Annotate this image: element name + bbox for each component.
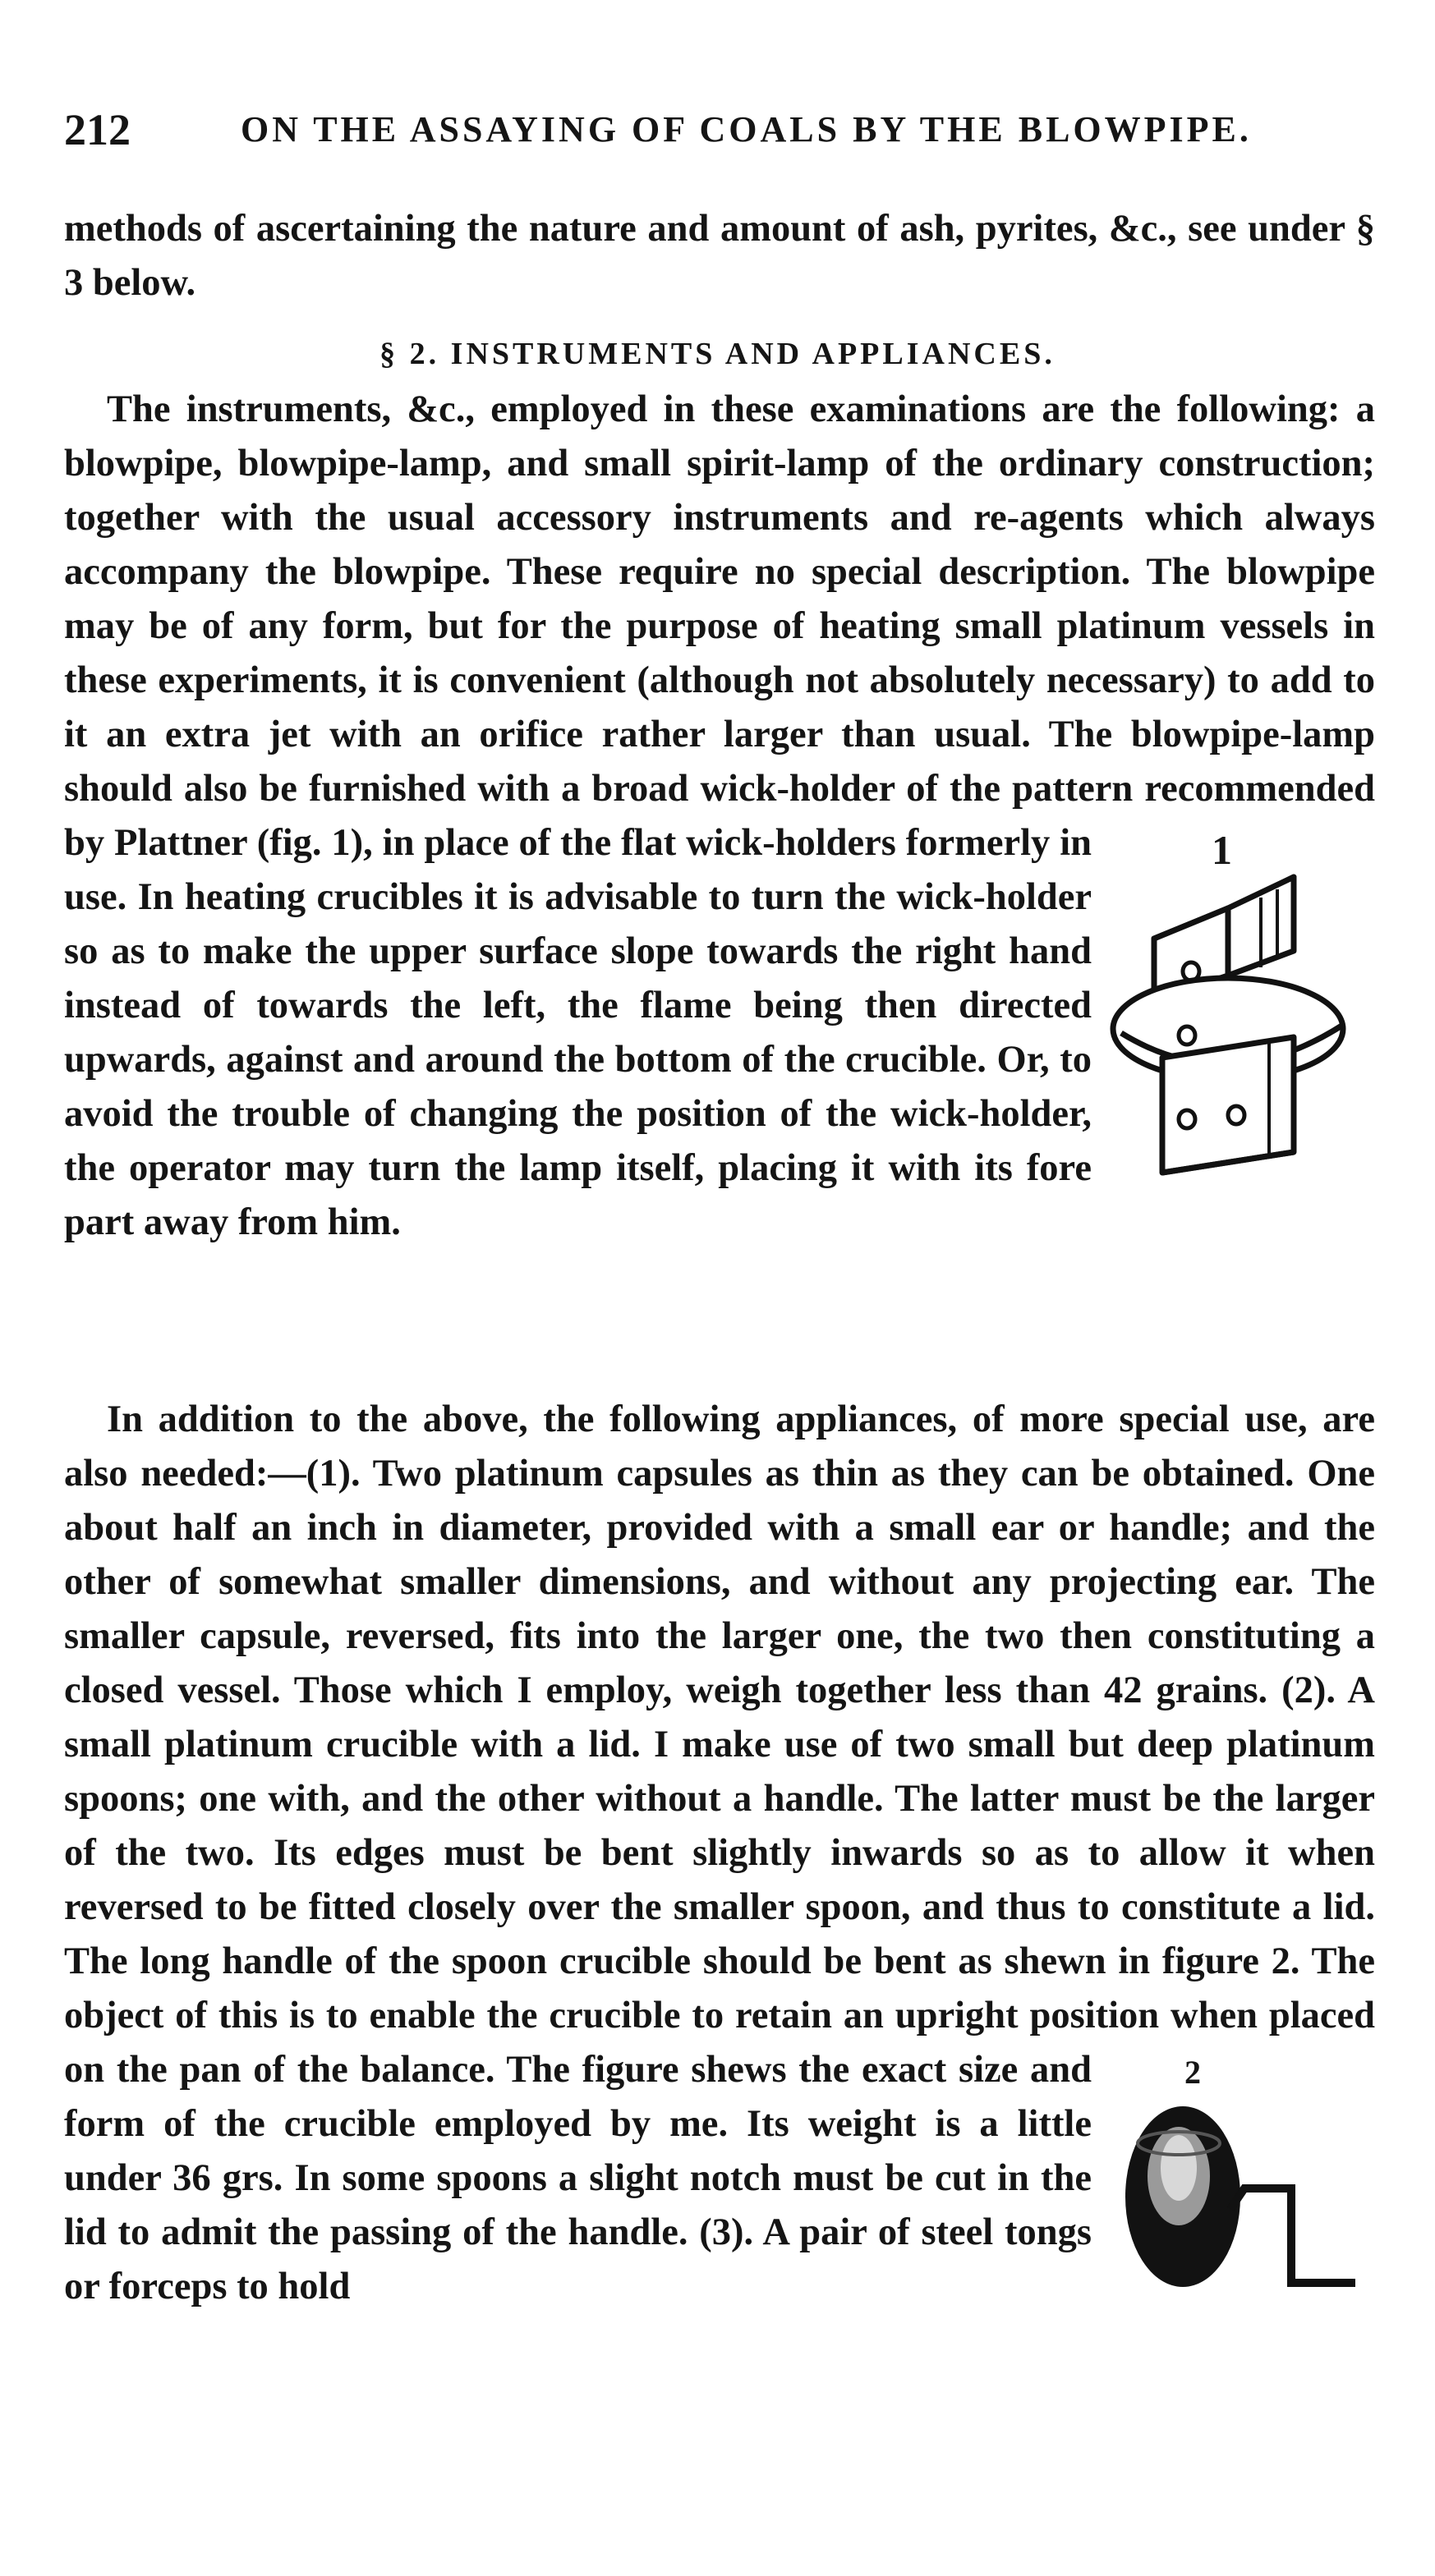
paragraph-1-text: The instruments, &c., employed in these examinations are the following: a blowpipe, blowpipe-lamp, and small spirit-lamp of the ordinary construction; together with the usual accessory instruments and re-agents which always accompany the blowpipe. These require no special description. The blowpipe may be of any form, but for the purpose of heating small platinum vessels in these experiments, it is convenient (although not absolutely necessary) to add to it an extra jet with an orifice rather larger than usual. The blowpipe-lamp should also be furnished with a broad wick-holder of the pattern recommended by Plattner (fig. 1), in place of the flat wick-holders formerly in use. In heating crucibles it is advisable to turn the wick-holder so as to make the upper surface slope towards the right hand instead of towards the left, the flame being then directed upwards, against and around the bottom of the crucible. Or, to avoid the trouble of changing the position of the wick-holder, the operator may turn the lamp itself, placing it with its fore part away from him.: [64, 388, 1375, 1243]
figure-2: [1101, 2053, 1380, 2316]
running-head: ON THE ASSAYING OF COALS BY THE BLOWPIPE.: [241, 109, 1252, 149]
wick-holder-illustration: [1105, 828, 1376, 1189]
spoon-crucible-illustration: [1101, 2053, 1380, 2316]
page-header: [64, 97, 1378, 163]
intro-paragraph: methods of ascertaining the nature and amount of ash, pyrites, &c., see under § 3 below.: [64, 208, 1375, 304]
figure-1-label: 1: [1212, 827, 1232, 873]
figure-2-label: 2: [1184, 2054, 1201, 2091]
paragraph-2-text: In addition to the above, the following appliances, of more special use, are also needed:—(1). Two platinum capsules as thin as they can be obtained. One about half an inch in diameter, provided with a small ear or handle; and the other of somewhat smaller dimensions, and without any projecting ear. The smaller capsule, reversed, fits into the larger one, the two then constituting a closed vessel. Those which I employ, weigh together less than 42 grains. (2). A small platinum crucible with a lid. I make use of two small but deep platinum spoons; one with, and the other without a handle. The latter must be the larger of the two. Its edges must be bent slightly inwards so as to allow it when reversed to be fitted closely over the smaller spoon, and thus to constitute a lid. The long handle of the spoon crucible should be bent as shewn in figure 2. The object of this is to enable the crucible to retain an upright position when placed on the pan of the balance. The figure shews the exact size and form of the crucible employed by me. Its weight is a little under 36 grs. In some spoons a slight notch must be cut in the lid to admit the passing of the handle. (3). A pair of steel tongs or forceps to hold: [64, 1398, 1375, 2307]
figure-1: [1105, 828, 1376, 1189]
page-number: 212: [64, 105, 131, 154]
section-title: § 2. INSTRUMENTS AND APPLIANCES.: [379, 337, 1056, 371]
